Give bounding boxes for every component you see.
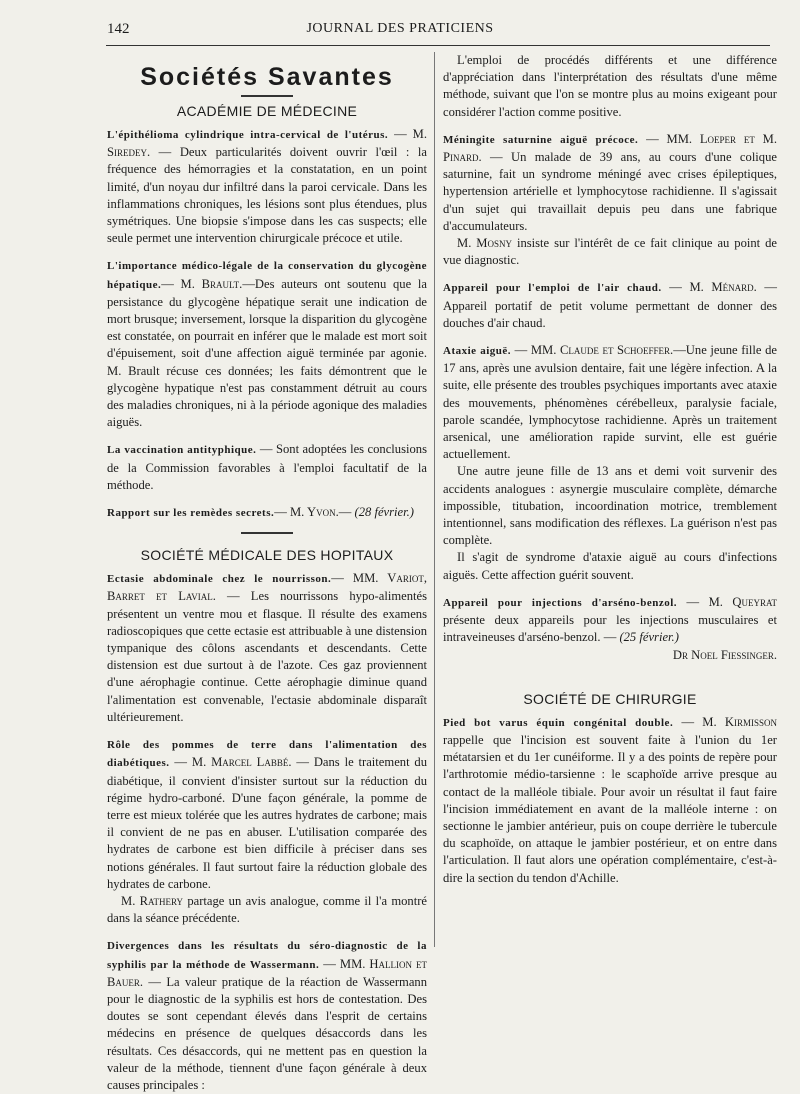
keyword: Appareil pour l'emploi de l'air chaud. — [443, 282, 662, 295]
author: M. Brault. — [180, 276, 243, 291]
author: M. Yvon. — [289, 505, 339, 520]
author: M. Marcel Labbé. — [191, 755, 292, 770]
journal-title: JOURNAL DES PRATICIENS — [306, 21, 494, 36]
hopitaux-paragraph-2: Rôle des pommes de terre dans l'alimentation des diabétiques. — M. Marcel Labbé. — Dans le traitement du diabétique, il convient d'insister surtout sur la réduction du régime hydro-carboné. D'une façon générale, la pomme de terre est mieux tolérée que les autres hydrates de carbone; mais il convient de ne pas en abuser. L'utilisation comparée des hydrates de carbone est bien difficile à préciser dans ses notions générales. Il faut surtout faire la réduction globale des hydrates de carbone. — [107, 739, 428, 891]
author: M. Siredey. — [107, 127, 427, 160]
paragraph-text: Une jeune fille de 17 ans, après une avulsion dentaire, fait une légère infection. A la suite, elle présente des troubles psychiques importants avec ataxie des mouvements, phénomènes cérébelleux, paralysie faciale, parole scandée, lymphocytose rachidienne. Après un traitement arsenical, une amélioration rapide survint, elle est guérie actuellement. — [443, 343, 777, 462]
right-column — [443, 52, 777, 887]
academie-paragraph-1: L'épithélioma cylindrique intra-cervical de l'utérus. — M. Siredey. — Deux particularités doivent ouvrir l'œil : la fréquence des hémorragies et la constatation, en un point limité, d'un noyau dur infiltré dans la paroi cervicale. Dans les inflammations chroniques, les lésions sont plus étendues, plus symétriques. Une biopsie s'impose dans les cas suspects; elle seule permet une intervention chirurgicale précoce et utile. — [107, 127, 428, 246]
keyword: Ectasie abdominale chez le nourrisson. — [107, 573, 332, 586]
hopitaux-paragraph-6: Méningite saturnine aiguë précoce. — MM. Loeper et M. Pinard. — Un malade de 39 ans, au cours d'une colique saturnine, fait un syndrome méningé avec crises épileptiques, hypertension artérielle et lymphocytose rachidienne. Il s'agissait d'un sujet qui travaillait depuis peu dans une fabrique d'accumulateurs. — [443, 131, 777, 233]
section-title: Sociétés Savantes — [140, 63, 394, 91]
keyword: L'importance médico-légale de la conservation du glycogène hépatique. — [107, 260, 427, 291]
author: M. Ménard. — [689, 280, 757, 295]
header-rule — [106, 45, 770, 46]
keyword: Pied bot varus équin congénital double. — [443, 716, 674, 729]
hopitaux-paragraph-1: Ectasie abdominale chez le nourrisson.— MM. Variot, Barret et Lavial. — Les nourrissons hypo-alimentés présentent un ventre mou et flasque. Il résulte des examens radioscopiques que cette ectasie est attribuable à une distension tympanique des côlons ascendants et descendants. Cette distension est due surtout à de l'azote. Ces gaz proviennent d'une aérophagie continue. Cette aérophagie diminue quand l'alimentation est convenable, l'ectasie abdominale disparaît ultérieurement. — [107, 571, 428, 724]
chirurgie-heading: SOCIÉTÉ DE CHIRURGIE — [523, 690, 697, 707]
date: (25 février.) — [619, 630, 679, 645]
academie-heading: ACADÉMIE DE MÉDECINE — [176, 103, 358, 119]
author: M. Rathery — [121, 893, 184, 908]
date: (28 février.) — [354, 505, 414, 520]
keyword: La vaccination antityphique. — [107, 444, 257, 457]
keyword: Ataxie aiguë. — [443, 345, 512, 358]
left-column — [107, 52, 427, 1094]
paragraph-text: Deux particularités doivent ouvrir l'œil : la fréquence des hémorragies et la constatation, en un point limité, d'un noyau dur infiltré dans la paroi cervicale. Dans les inflammations chroniques, les lésions sont plus étendues, plus symétriques. Une biopsie s'impose dans les cas suspects; elle seule permet une intervention chirurgicale précoce et utile. — [107, 145, 428, 246]
hopitaux-paragraph-3 — [107, 893, 427, 927]
paragraph-text: Un malade de 39 ans, au cours d'une colique saturnine, fait un syndrome méningé avec crises épileptiques, hypertension artérielle et lymphocytose rachidienne. Il s'agissait d'un sujet qui travaillait depuis peu dans une fabrique d'accumulateurs. — [443, 150, 777, 233]
column-rule — [434, 52, 435, 947]
hopitaux-paragraph-11: Il s'agit de syndrome d'ataxie aiguë au cours d'infections aiguës. Cette affection guérit souvent. — [443, 550, 777, 582]
authors: MM. Claude et Schoeffer. — [530, 343, 674, 358]
keyword: Rôle des pommes de terre dans l'alimentation des diabétiques. — [107, 739, 427, 770]
paragraph-text: Dans le traitement du diabétique, il convient d'insister surtout sur la réduction du régime hydro-carboné. D'une façon générale, la pomme de terre est mieux tolérée que les autres hydrates de carbone; mais il convient de ne pas en abuser. L'utilisation comparée des hydrates de carbone est bien difficile à préciser dans ses notions générales. Il faut surtout faire la réduction globale des hydrates de carbone. — [107, 755, 428, 891]
paragraph-text: présente deux appareils pour les injections musculaires et intraveineuses d'arséno-benzol. — [443, 613, 777, 645]
hopitaux-paragraph-4: Divergences dans les résultats du séro-diagnostic de la syphilis par la méthode de Wassermann. — MM. Hallion et Bauer. — La valeur pratique de la réaction de Wassermann pour le diagnostic de la syphilis est hors de contestation. Des doutes se sont cependant élevés dans l'esprit de certains médecins en présence de quelques désaccords dans les résultats. Ces désaccords, qui ne mettent pas en question la valeur de la méthode, tiennent d'une façon générale à deux causes principales : — [107, 940, 428, 1092]
hopitaux-paragraph-10: Une autre jeune fille de 13 ans et demi voit survenir des accidents analogues : asynergie musculaire complète, démarche impossible, titubation, incoordination motrice, tremblement intentionnel, sans modification des réflexes. La guérison n'est pas complète. — [443, 464, 777, 548]
section-divider — [241, 532, 293, 534]
keyword: Rapport sur les remèdes secrets. — [107, 507, 275, 520]
paragraph-text: insiste sur l'intérêt de ce fait clinique au point de vue diagnostic. — [443, 236, 777, 268]
paragraph-text: Des auteurs ont soutenu que la persistance du glycogène hépatique serait une indication de mort brusque; inversement, lorsque la disparition du glycogène est constatée, on pourrait en inférer que le malade est mort soit d'épuisement, soit d'une affection aiguë terminée par agonie. M. Brault récuse ces données; les faits démontrent que le glycogène hypatique n'est pas constamment détruit au cours des maladies chroniques, ni à la période agonique des maladies aiguës. — [107, 276, 427, 430]
academie-paragraph-2: L'importance médico-légale de la conservation du glycogène hépatique.— M. Brault.—Des auteurs ont soutenu que la persistance du glycogène hépatique serait une indication de mort brusque; inversement, lorsque la disparition du glycogène est constatée, on pourrait en inférer que le malade est mort soit d'épuisement, soit d'une affection aiguë terminée par agonie. M. Brault récuse ces données; les faits démontrent que le glycogène hypatique n'est pas constamment détruit au cours des maladies chroniques, ni à la période agonique des maladies aiguës. — [107, 260, 427, 430]
keyword: Appareil pour injections d'arséno-benzol. — [443, 596, 678, 609]
signature: Dr Noel Fiessinger. — [672, 647, 777, 662]
paragraph-text: La valeur pratique de la réaction de Wassermann pour le diagnostic de la syphilis est hors de contestation. Des doutes se sont cependant élevés dans l'esprit de certains médecins en présence de quelques désaccords dans les résultats. Ces désaccords, qui ne mettent pas en question la valeur de la méthode, tiennent d'une façon générale à deux causes principales : — [107, 974, 428, 1092]
academie-paragraph-4: Rapport sur les remèdes secrets.— M. Yvon.— (28 février.) — [107, 505, 414, 520]
hopitaux-heading: SOCIÉTÉ MÉDICALE DES HOPITAUX — [140, 547, 394, 564]
keyword: Méningite saturnine aiguë précoce. — [443, 133, 639, 146]
page-number: 142 — [107, 21, 130, 37]
paragraph-text: partage un avis analogue, comme il l'a montré dans la séance précédente. — [107, 893, 427, 926]
author: M. Mosny — [457, 236, 512, 251]
title-underline — [241, 95, 293, 97]
authors: MM. Loeper et M. Pinard. — [443, 131, 777, 165]
keyword: Divergences dans les résultats du séro-diagnostic de la syphilis par la méthode de Wassermann. — [107, 940, 427, 971]
page-header — [0, 0, 800, 40]
academie-paragraph-3: La vaccination antityphique. — Sont adoptées les conclusions de la Commission favorables à l'emploi facultatif de la méthode. — [107, 442, 427, 492]
authors: MM. Hallion et Bauer. — [107, 956, 428, 989]
hopitaux-paragraph-5: L'emploi de procédés différents et une différence d'appréciation dans l'interprétation des résultats d'une même méthode, suivant que l'on se montre plus au moins exigeant pour considérer l'action comme positive. — [443, 53, 777, 119]
author: M. Kirmisson — [702, 714, 777, 729]
hopitaux-paragraph-12: Appareil pour injections d'arséno-benzol. — M. Queyrat présente deux appareils pour les injections musculaires et intraveineuses d'arséno-benzol. — (25 février.) — [443, 594, 777, 645]
paragraph-text: Appareil portatif de petit volume permettant de donner des douches d'air chaud. — [443, 298, 777, 330]
hopitaux-paragraph-7 — [443, 235, 777, 269]
chirurgie-paragraph-1: Pied bot varus équin congénital double. — M. Kirmisson rappelle que l'incision est souvent faite à l'union du 1er métatarsien et du 1er cunéiforme. Il y a des points de repère pour l'arthrotomie médio-tarsienne : le scaphoïde arrive presque au contact de la malléole tibiale. Pour avoir un résultat il faut faire l'incision immédiatement en avant de la malléole interne : on sectionne le jambier antérieur, puis on coupe derrière le tubercule du scaphoïde, on attaque le jambier postérieur, et on entre dans l'articulation. Il faut alors une opération complémentaire, c'est-à-dire la section du tendon d'Achille. — [443, 714, 777, 885]
paragraph-text: Les nourrissons hypo-alimentés présentent un ventre mou et flasque. Il résulte des examens radioscopiques que cette ectasie est attribuable à une distension tympanique des côlons ascendants et descendants. Cette distension est due surtout à de l'azote. Ces gaz proviennent d'une aérophagie continue. Cette aérophagie diminue quand l'alimentation est convenable, l'ectasie abdominale disparaît ultérieurement. — [107, 589, 428, 724]
hopitaux-paragraph-9: Ataxie aiguë. — MM. Claude et Schoeffer.—Une jeune fille de 17 ans, après une avulsion dentaire, fait une légère infection. A la suite, elle présente des troubles psychiques importants avec ataxie des mouvements, phénomènes cérébelleux, paralysie faciale, parole scandée, lymphocytose rachidienne. Après un traitement arsenical, une amélioration rapide survint, elle est guérie actuellement. — [443, 343, 777, 462]
authors: MM. Variot, Barret et Lavial. — [107, 571, 427, 604]
keyword: L'épithélioma cylindrique intra-cervical de l'utérus. — [107, 129, 389, 141]
author: M. Queyrat — [708, 594, 777, 609]
hopitaux-paragraph-8: Appareil pour l'emploi de l'air chaud. — M. Ménard. — Appareil portatif de petit volume permettant de donner des douches d'air chaud. — [443, 280, 777, 330]
paragraph-text: rappelle que l'incision est souvent faite à l'union du 1er métatarsien et du 1er cunéiforme. Il y a des points de repère pour l'arthrotomie médio-tarsienne : le scaphoïde arrive presque au contact de la malléole tibiale. Pour avoir un résultat il faut faire l'incision immédiatement en avant de la malléole interne : on sectionne le jambier antérieur, puis on coupe derrière le tubercule du scaphoïde, on attaque le jambier postérieur, et on entre dans l'articulation. Il faut alors une opération complémentaire, c'est-à-dire la section du tendon d'Achille. — [443, 732, 777, 885]
paragraph-text: Sont adoptées les conclusions de la Commission favorables à l'emploi facultatif de la méthode. — [107, 442, 427, 492]
